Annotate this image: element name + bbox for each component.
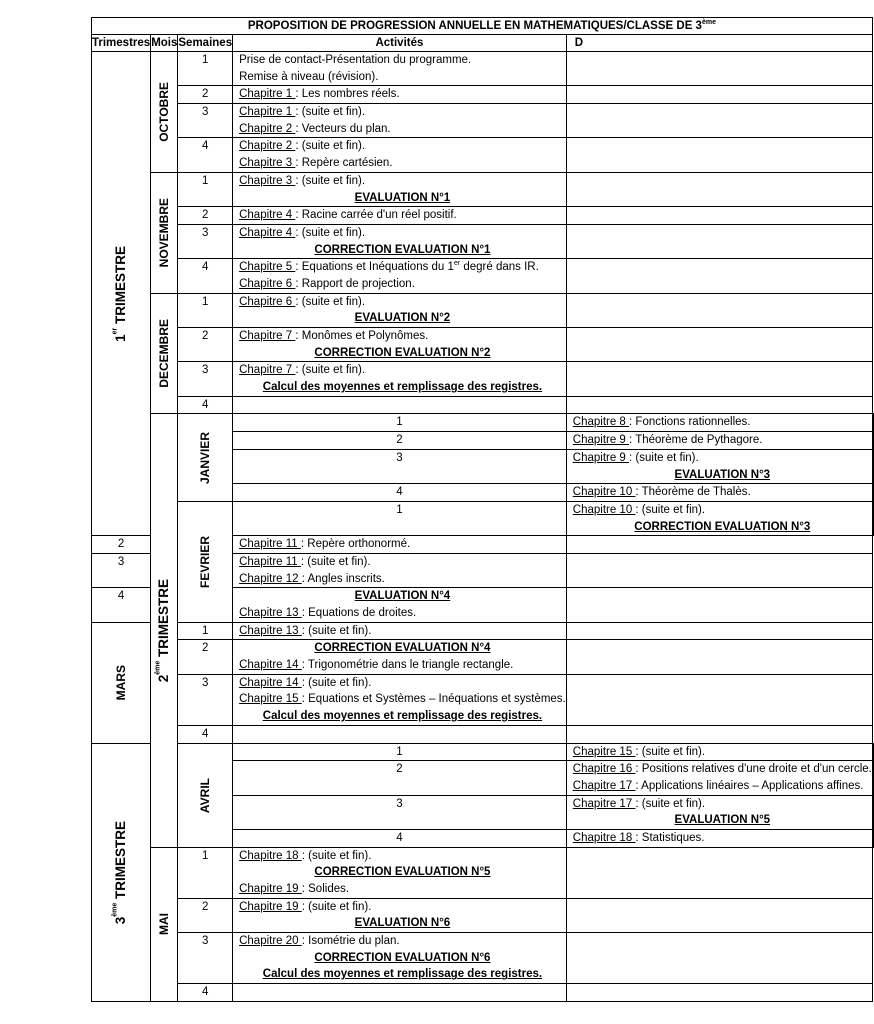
- mois-novembre: NOVEMBRE: [151, 172, 178, 293]
- mois-mai: MAI: [151, 847, 178, 1001]
- mois-decembre: DECEMBRE: [151, 293, 178, 414]
- header-semaines: Semaines: [178, 35, 233, 52]
- evaluation-label: EVALUATION N°1: [354, 191, 451, 204]
- header-activites: Activités: [233, 35, 567, 52]
- activite-cell: Prise de contact-Présentation du programme. Remise à niveau (révision).: [233, 52, 567, 86]
- trimestre-1: 1er TRIMESTRE: [92, 52, 151, 536]
- mois-avril: AVRIL: [178, 743, 233, 847]
- mois-mars: MARS: [92, 622, 151, 743]
- progression-table: PROPOSITION DE PROGRESSION ANNUELLE EN MATHEMATIQUES/CLASSE DE 3ème Trimestres Mois Semaines Activités D 1er TRIMESTRE OCTOBRE 1 Prise de contact-Présentation du programme. Remise à niveau (révision). 2 Chapitre 1 : Les nombres réels. 3 Chapitre 1 : (suite et fin). Chapitre 2 : Vecteurs du plan. 4 Chapitre 2 : (suite et fin). Chapitre 3 : Repère cartésien. NOVEMBRE 1 Chapitre 3 : (suite et fin). EVALUATION N°1 2 Chapitre 4 : Racine carrée d'un réel positif. 3 Chapitre 4 : (suite et fin). CORRECTION EVALUATION N°1 4 Chapitre 5 : Equations et Inéquations du 1er degré dans IR. Chapitre 6 : Rapport de projection. DECEMBRE 1 Chapitre 6 : (suite et fin). EVALUATION N°2 2 Chapitre 7 : Monômes et Polynômes. CORRECTION EVALUATION N°2 3 Chapitre 7 : (suite et fin). Calcul des moyennes et remplissage des registres. 4 2ème TRIMESTRE JANVIER 1 Chapitre 8 : Fonctions rationnelles. 2 Chapitre 9 : Théorème de Pythagore. 3 Chapitre 9 : (suite et fin). EVALUATION N°3 4 Chapitre 10 : Théorème de Thalès. FEVRIER 1 Chapitre 10 : (suite et fin). CORRECTION EVALUATION N°3 2 Chapitre 11 : Repère orthonormé. 3 Chapitre 11 : (suite et fin). Chapitre 12 : Angles inscrits. 4 EVALUATION N°4 Chapitre 13 : Equations de droites. MARS 1 Chapitre 13 : (suite et fin). 2 CORRECTION EVALUATION N°4 Chapitre 14 : Trigonométrie dans le triangle rectangle. 3 Chapitre 14 : (suite et fin). Chapitre 15 : Equations et Systèmes – Inéquations et systèmes. Calcul des moyennes et remplissage des registres. 4 3ème TRIMESTRE AVRIL 1 Chapitre 15 : (suite et fin). 2 Chapitre 16 : Positions relatives d'une droite et d'un cercle. Chapitre 17 : Applications linéaires – Applications affines. 3 Chapitre 17 : (suite et fin). EVALUATION N°5 4 Chapitre 18 : Statistiques. MAI 1 Chapitre 18 : (suite et fin). CORRECTION EVALUATION N°5 Chapitre 19 : Solides. 2 Chapitre 19 : (suite et fin). EVALUATION N°6 3 Chapitre 20 : Isométrie du plan. CORRECTION EVALUATION N°6 Calcul des moyennes et remplissage des registres. 4: [91, 17, 874, 1002]
- semaine-1: 1: [178, 52, 233, 86]
- mois-octobre: OCTOBRE: [151, 52, 178, 173]
- header-mois: Mois: [151, 35, 178, 52]
- trimestre-3: 3ème TRIMESTRE: [92, 743, 151, 1001]
- header-trimestres: Trimestres: [92, 35, 151, 52]
- mois-fevrier: FEVRIER: [178, 501, 233, 622]
- header-extra: D: [566, 35, 872, 52]
- trimestre-2: 2ème TRIMESTRE: [151, 414, 178, 847]
- mois-janvier: JANVIER: [178, 414, 233, 501]
- table-title: PROPOSITION DE PROGRESSION ANNUELLE EN MATHEMATIQUES/CLASSE DE 3ème: [92, 18, 873, 35]
